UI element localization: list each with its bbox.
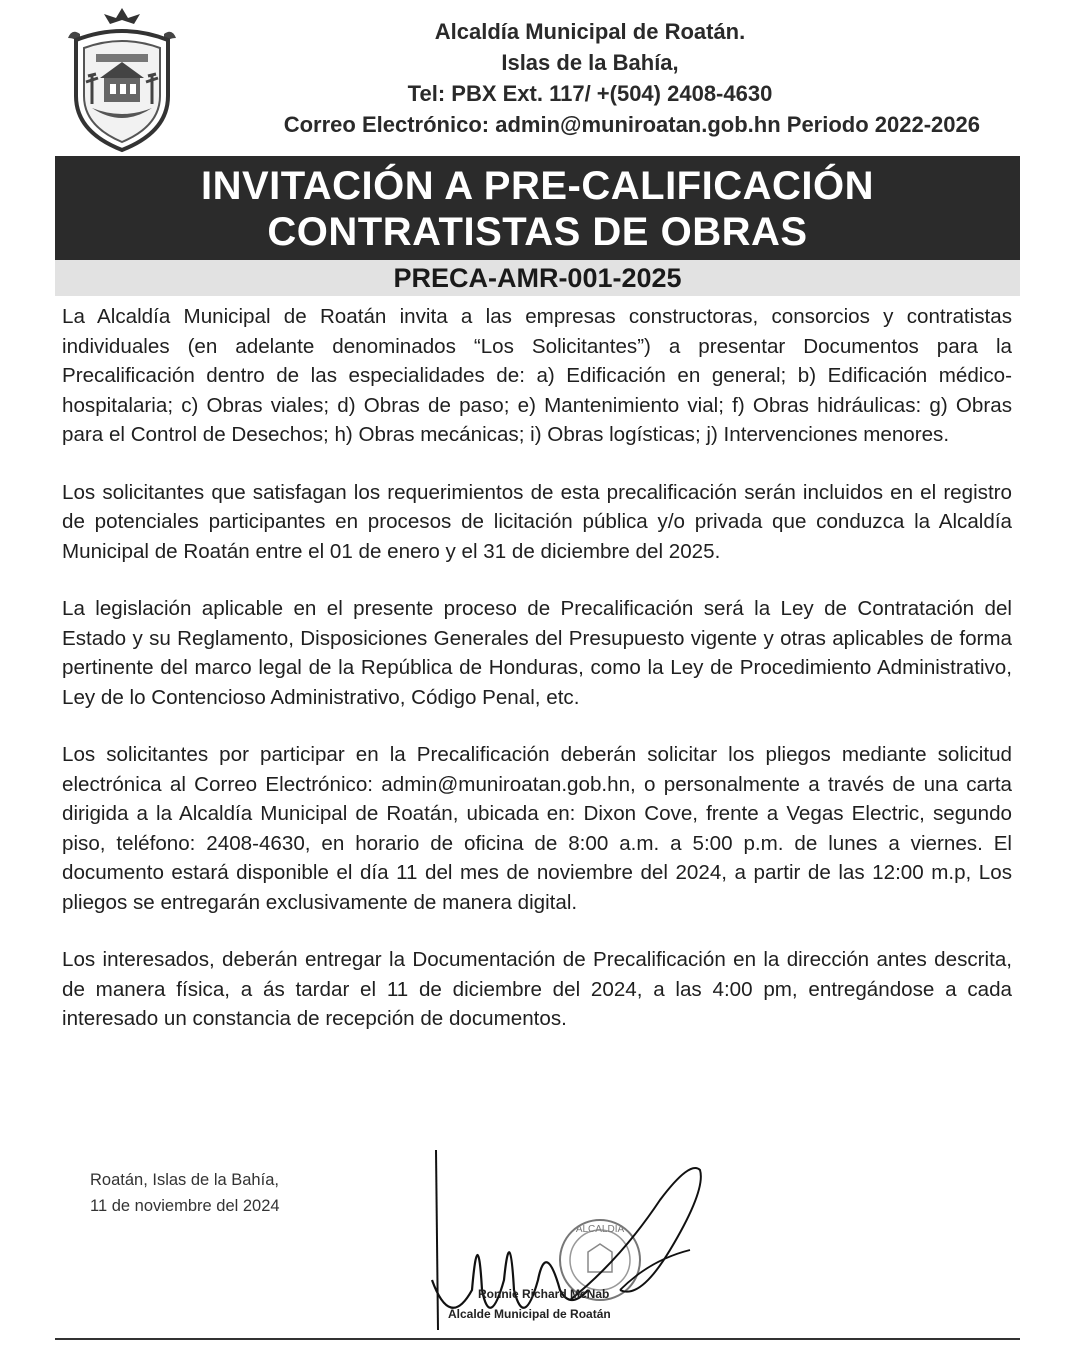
paragraph-invitation: La Alcaldía Municipal de Roatán invita a las empresas constructoras, consorcios y contratistas individuales (en adelante denominados “Los Solicitantes”) a presentar Documentos para la Precalificación dentro de las especialidades de: a) Edificación en general; b) Edificación médico-hospitalaria; c) Obras viales; d) Obras de paso; e) Mantenimiento vial; f) Obras hidráulicas: g) Obras para el Control de Desechos; h) Obras mecánicas; i) Obras logísticas; j) Intervenciones menores. — [62, 305, 1012, 446]
signer-block — [448, 1284, 678, 1324]
process-code: PRECA-AMR-001-2025 — [55, 260, 1020, 296]
signer-title: Alcalde Municipal de Roatán — [448, 1307, 611, 1321]
place-date — [90, 1167, 280, 1219]
region-name: Islas de la Bahía, — [501, 50, 679, 75]
seal-text: ALCALDIA — [575, 1224, 625, 1235]
title-line-1: INVITACIÓN A PRE-CALIFICACIÓN — [201, 164, 874, 208]
title-line-2: CONTRATISTAS DE OBRAS — [267, 210, 808, 254]
phone-line: Tel: PBX Ext. 117/ +(504) 2408-4630 — [407, 81, 773, 106]
signer-name: Ronnie Richard McNab — [478, 1287, 610, 1301]
place: Roatán, Islas de la Bahía, — [90, 1171, 279, 1189]
letterhead — [190, 16, 990, 140]
title-banner — [55, 156, 1020, 260]
email-period-line: Correo Electrónico: admin@muniroatan.gob.hn Periodo 2022-2026 — [283, 112, 980, 137]
bottom-divider — [55, 1338, 1020, 1340]
paragraph-registry: Los solicitantes que satisfagan los requerimientos de esta precalificación serán incluidos en el registro de potenciales participantes en procesos de licitación pública y/o privada que conduzca la Alcaldía Municipal de Roatán entre el 01 de enero y el 31 de diciembre del 2025. — [62, 480, 1012, 563]
date: 11 de noviembre del 2024 — [90, 1197, 280, 1215]
body-text — [62, 302, 1012, 1062]
paragraph-request: Los solicitantes por participar en la Precalificación deberán solicitar los pliegos mediante solicitud electrónica al Correo Electrónico: admin@muniroatan.gob.hn, o personalmente a través de una carta dirigida a la Alcaldía Municipal de Roatán, ubicada en: Dixon Cove, frente a Vegas Electric, segundo piso, teléfono: 2408-4630, en horario de oficina de 8:00 a.m. a 5:00 p.m. de lunes a viernes. El documento estará disponible el día 11 del mes de noviembre del 2024, a partir de las 12:00 m.p, Los pliegos se entregarán exclusivamente de manera digital. — [62, 743, 1012, 914]
municipality-name: Alcaldía Municipal de Roatán. — [434, 19, 746, 44]
paragraph-delivery: Los interesados, deberán entregar la Documentación de Precalificación en la dirección antes descrita, de manera física, a ás tardar el 11 de diciembre del 2024, a las 4:00 pm, entregándose a cada interesado un constancia de recepción de documentos. — [62, 948, 1012, 1030]
paragraph-legislation: La legislación aplicable en el presente proceso de Precalificación será la Ley de Contratación del Estado y su Reglamento, Disposiciones Generales del Presupuesto vigente y otras aplicables de forma pertinente del marco legal de la República de Honduras, como la Ley de Procedimiento Administrativo, Ley de lo Contencioso Administrativo, Código Penal, etc. — [62, 597, 1012, 709]
municipal-crest-icon — [62, 4, 182, 154]
